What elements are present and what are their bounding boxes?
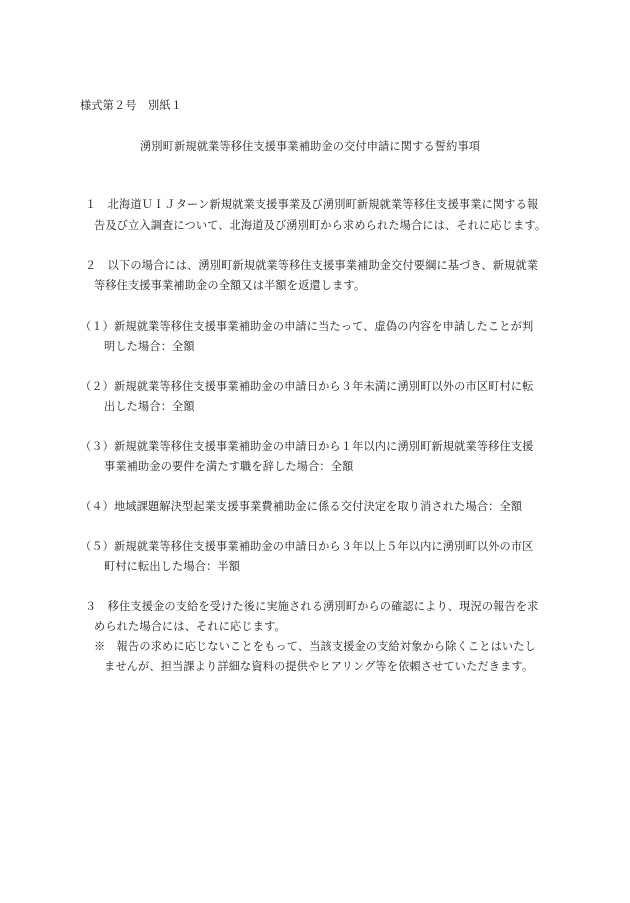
document-title: 湧別町新規就業等移住支援事業補助金の交付申請に関する誓約事項 [140,140,481,153]
case-5-line-1: （５）新規就業等移住支援事業補助金の申請日から３年以上５年以内に湧別町以外の市区 [80,540,534,553]
note-line-1: ※ 報告の求めに応じないことをもって、当該支援金の支給対象から除くことはいたし [94,640,536,653]
section-3-line-2: められた場合には、それに応じます。 [94,620,286,633]
case-3-line-1: （３）新規就業等移住支援事業補助金の申請日から１年以内に湧別町新規就業等移住支援 [80,440,534,453]
case-2-line-2: 出した場合：全額 [104,400,195,413]
case-3-line-2: 事業補助金の要件を満たす職を辞した場合：全額 [104,460,354,473]
section-3-line-1: ３ 移住支援金の支給を受けた後に実施される湧別町からの確認により、現況の報告を求 [85,600,539,613]
section-2-line-1: ２ 以下の場合には、湧別町新規就業等移住支援事業補助金交付要綱に基づき、新規就業 [85,259,539,272]
case-1-line-2: 明した場合：全額 [104,340,195,353]
section-2-line-2: 等移住支援事業補助金の全額又は半額を返還します。 [94,279,366,292]
form-label: 様式第２号 別紙１ [80,99,183,112]
case-2-line-1: （２）新規就業等移住支援事業補助金の申請日から３年未満に湧別町以外の市区町村に転 [80,380,534,393]
section-1-line-1: １ 北海道ＵＩＪターン新規就業支援事業及び湧別町新規就業等移住支援事業に関する報 [85,198,539,211]
case-5-line-2: 町村に転出した場合：半額 [104,560,241,573]
case-1-line-1: （１）新規就業等移住支援事業補助金の申請に当たって、虚偽の内容を申請したことが判 [80,320,534,333]
case-4-line-1: （４）地域課題解決型起業支援事業費補助金に係る交付決定を取り消された場合：全額 [80,500,523,513]
note-line-2: ませんが、担当課より詳細な資料の提供やヒアリング等を依頼させていただきます。 [104,660,534,673]
section-1-line-2: 告及び立入調査について、北海道及び湧別町から求められた場合には、それに応じます。 [94,219,547,232]
